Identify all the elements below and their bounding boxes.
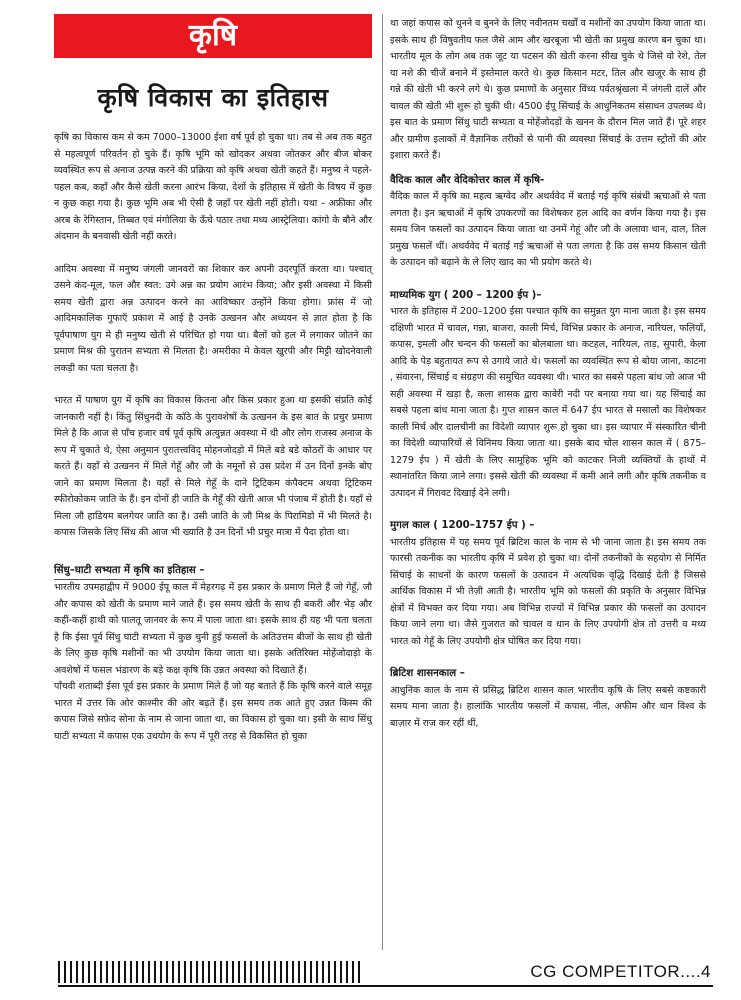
paragraph: आधुनिक काल के नाम से प्रसिद्ध ब्रिटिश शासन काल भारतीय कृषि के लिए सबसे कष्टकारी समय माना जाता है। हालांकि भारतीय फसलों में कपास, नील, अफीम और धान विश्व के बाज़ार में राज कर रहीं थीं, [390, 684, 706, 729]
paragraph: भारत में पाषाण युग में कृषि का विकास कितना और किस प्रकार हुआ था इसकी संप्रति कोई जानकारी नहीं है। किंतु सिंधुनदी के कॉठे के पुरावशेषों के उत्खनन के इस बात के प्रचुर प्रमाण मिले है कि आज से पाँच हजार वर्ष पूर्व कृषि अत्युन्नत अवस्था में थी और लोग राजस्व अनाज के रूप में चुकाते थे, ऐसा अनुमान पुरातत्त्वविद् मोहनजोदड़ो में मिले बडे बडे कोठरों के आधार पर करते हैं। वहाँ से उत्खनन में मिले गेहूँ और जौ के नमूनों से उस प्रदेश में उन दिनों इनके बोए जाने का प्रमाण मिलता है। वहाँ से मिले गेहूँ के दाने ट्रिटिकम कंपैक्टम अथवा ट्रिटिकम स्फीरोकोकम जाति के हैं। इन दोनों ही जाति के गेहूँ की खेती आज भी पंजाब में होती है। यहाँ से मिला जौ हाडियम बलगेयर जाति का है। उसी जाति के जौ मिश्र के पिरामिडो में भी मिलते है। कपास जिसके लिए सिंध की आज भी ख्याति है उन दिनों भी प्रचुर मात्रा में पैदा होता था। [54, 395, 372, 538]
column-divider [382, 14, 383, 950]
section-heading: ब्रिटिश शासनकाल – [390, 668, 465, 679]
paragraph: भारत के इतिहास में 200–1200 ईसा पश्चात कृषि का समुन्नत युग माना जाता है। इस समय दक्षिणी भारत में चावल, गन्ना, बाजरा, काली मिर्च, विभिन्न प्रकार के अनाज, नारियल, फलियाँ, कपास, इमली और चन्दन की फसलों का बोलबाला था। कटहल, नारियल, ताड़, सुपारी, केला आदि के पेड़ बहुतायत रूप से उगाये जाते थे। फसलों का व्यवस्थित रूप से बोया जाना, काटना , संवारना, सिंचाई व संग्रहण की समुचित व्यवस्था थी। भारत का सबसे पहला बांध जो आज भी सही अवस्था में खड़ा है, कला शासक द्वारा कावेरी नदी पर बनाया गया था। यह सिंचाई का सबसे पहला बांध माना जाता है। गुप्त शासन काल में 647 ईप भारत से मसालों का विशेषकर काली मिर्च और दालचीनी का विदेशी व्यापार शुरू हो चुका था। इस व्यापार में संस्कारित चीनी का विदेशी व्यापारियों से विनिमय किया जाता था। इसके बाद चोल शासन काल में ( 875–1279 ईप ) में खेती के लिए सामूहिक भूमि को काटकर निजी व्यक्तियों के हाथों में स्थानांतरित किया जाने लगा। इससे खेती की व्यवस्था में कमी आने लगी और कृषि तकनीक व उत्पादन में गिरावट दिखाई देने लगी। [390, 306, 706, 499]
section-heading: सिंधु–घाटी सभ्यता में कृषि का इतिहास – [54, 563, 204, 581]
footer-page-label: CG COMPETITOR....4 [530, 962, 711, 981]
section-heading: माध्यमिक युग ( 200 – 1200 ईप )– [390, 289, 542, 301]
left-column [54, 14, 372, 745]
paragraph: वैदिक काल में कृषि का महत्व ऋग्वेद और अथर्ववेद में बताई गई कृषि संबंधी ऋचाओं से पता लगता है। इन ऋचाओं में कृषि उपकरणों का विशेषकर हल आदि का वर्णन किया गया है। इस समय जिन फसलों का उत्पादन किया जाता था उनमें गेहूं और जौ के अलावा धान, दाल, तिल प्रमुख फसलें थीं। अथर्ववेद में बताई गई ऋचाओं से पता लगता है कि उस समय किसान खेती के उत्पादन को बढ़ाने के ले लिए खाद का भी प्रयोग करते थे। [390, 191, 706, 268]
section-banner-label: कृषि [188, 18, 238, 53]
footer-rule [58, 985, 713, 987]
section-heading: मुगल काल ( 1200–1757 ईप ) – [390, 520, 535, 531]
barcode-graphic [58, 961, 364, 983]
paragraph: आदिम अवस्था में मनुष्य जंगली जानवरों का शिकार कर अपनी उदरपूर्ति करता था। पश्चात् उसने कंद-मूल, फल और स्वत: उगे अन्न का प्रयोग आरंभ किया; और इसी अवस्था में किसी समय खेती द्वारा अन्न उत्पादन करने का आविष्कार उन्होंने किया होगा। फ्रांस में जो आदिमकालिक गुफाएँ प्रकाश में आई है उनके उत्खनन और अध्ययन से ज्ञात होता है कि पूर्वपाषाण युग मे ही मनुष्य खेती से परिचित हो गया था। बैलों को हल में लगाकर जोतने का प्रमाण मिश्र की पुरातन सभ्यता से मिलता है। अमरीका मे केवल खुरपी और मिट्टी खोदनेवाली लकड़ी का पता चलता है। [54, 263, 372, 374]
paragraph: कृषि का विकास कम से कम 7000–13000 ईशा वर्ष पूर्व हो चुका था। तब से अब तक बहुत से महत्वपूर्ण परिवर्तन हो चुके हैं। कृषि भूमि को खोदकर अथवा जोतकर और बीज बोकर व्यवस्थित रूप से अनाज उत्पन्न करने की प्रक्रिया को कृषि अथवा खेती कहते हैं। मनुष्य ने पहले-पहल कब, कहाँ और कैसे खेती करना आरंभ किया, देशों के इतिहास में खेती के विषय में कुछ न कुछ कहा गया है। कुछ भूमि अब भी ऐसी है जहाँ पर खेती नहीं होती। यथा – अफ्रीका और अरब के रेगिस्तान, तिब्बत एवं मंगोलिया के ऊँचे पठार तथा मध्य आस्ट्रेलिया। कांगो के बौने और अंदमान के बनवासी खेती नहीं करते। [54, 132, 372, 242]
section-heading: वैदिक काल और वेदिकोत्तर काल में कृषि- [390, 174, 545, 186]
section-banner [54, 14, 372, 58]
right-column [390, 16, 706, 732]
paragraph: भारतीय इतिहास में यह समय पूर्व ब्रिटिश काल के नाम से भी जाना जाता है। इस समय तक फारसी तकनीक का भारतीय कृषि में प्रवेश हो चुका था। दोनों तकनीकों के सहयोग से निर्मित सिंचाई के साधनों के कारण फसलों के उत्पादन में अत्यधिक वृद्धि दिखाई देती है जिससे आर्थिक विकास में भी तेज़ी आती है। भारतीय भूमि को फसलों की प्रकृति के अनुसार विभिन्न क्षेत्रों में विभक्त कर दिया गया। अब विभिन्न राज्यों में विभिन्न प्रकार की फसलों का उत्पादन किया जाने लगा था। जैसे गुजरात को चावल व धान के लिए उपयोगी क्षेत्र तो उत्तरी व मध्य भारत को गेहूँ के लिए उपयोगी क्षेत्र घोषित कर दिया गया। [390, 536, 706, 647]
paragraph: था जहां कपास को धुनने व बुनने के लिए नवीनतम चर्खों व मशीनों का उपयोग किया जाता था। इसके साथ ही विषुवतीय फल जैसे आम और खरबूजा भी खेती का प्रमुख कारण बन चुका था। भारतीय मूल के लोग अब तक जूट या पटसन की खेती करना सीख चुके थे जिसे वो रेशे, तेल या नशे की चीजें बनाने में इस्तेमाल करते थे। कुछ किसान मटर, तिल और खजूर के साथ ही गन्ने की खेती भी करने लगे थे। कुछ प्रमाणों के अनुसार विंध्य पर्वतश्रृंखला में जंगली दालें और चावल की खेती भी शुरू हो चुकी थी। 4500 ईपू सिंचाई के आधुनिकतम संसाधन उपलब्ध थे। इस बात के प्रमाण सिंधु घाटी सभ्यता व मोहेंजोदड़ों के खनन के दौरान मिल जाते हैं। पूरे शहर और ग्रामीण इलाकों में वैज्ञानिक तरीकों से पानी की व्यवस्था सिंचाई के उत्तम स्ट्रोतों की ओर इशारा करते हैं। [390, 18, 706, 161]
page-footer [0, 958, 741, 1000]
article-title: कृषि विकास का इतिहास [97, 83, 329, 112]
paragraph: पाँचवी शताब्दी ईसा पूर्व इस प्रकार के प्रमाण मिले हैं जो यह बताते हैं कि कृषि करने वाले समूह भारत में उत्तर कि ओर काश्मीर की ओर बढ़ते हैं। इस समय तक आते हुए उन्नत किस्म की कपास जिसे सफ़ेद सोना के नाम से जाना जाता था, का विकास हो चुका था। इसी के साथ सिंधु घाटी सभ्यता में कपास एक उधयोग के रूप में पूरी तरह से विकसित हो चुका [54, 681, 372, 742]
paragraph: भारतीय उपमहाद्वीप में 9000 ईपू काल में मेहरगढ़ में इस प्रकार के प्रमाण मिले हैं जो गेहूँ, जौ और कपास को खेती के प्रमाण माने जाते हैं। इस समय खेती के साथ ही बकरी और भेड़ और कहीं-कहीं हाथी को पालतू जानवर के रूप में पाला जाता था। इसके साथ ही यह भी पता चलता है कि ईसा पूर्व सिंधु घाटी सभ्यता में कुछ चुनी हुई फसलों के अतिउत्तम बीजों के साथ ही खेती के लिए कुछ कृषि मशीनों का भी उपयोग किया जाता था। इसके अतिरिक्त मोहेंजोदाड़ो के अवशेषों में फसल भंडारण के बड़े कक्ष कृषि कि उन्नत अवस्था को दिखाते हैं। [54, 582, 372, 676]
